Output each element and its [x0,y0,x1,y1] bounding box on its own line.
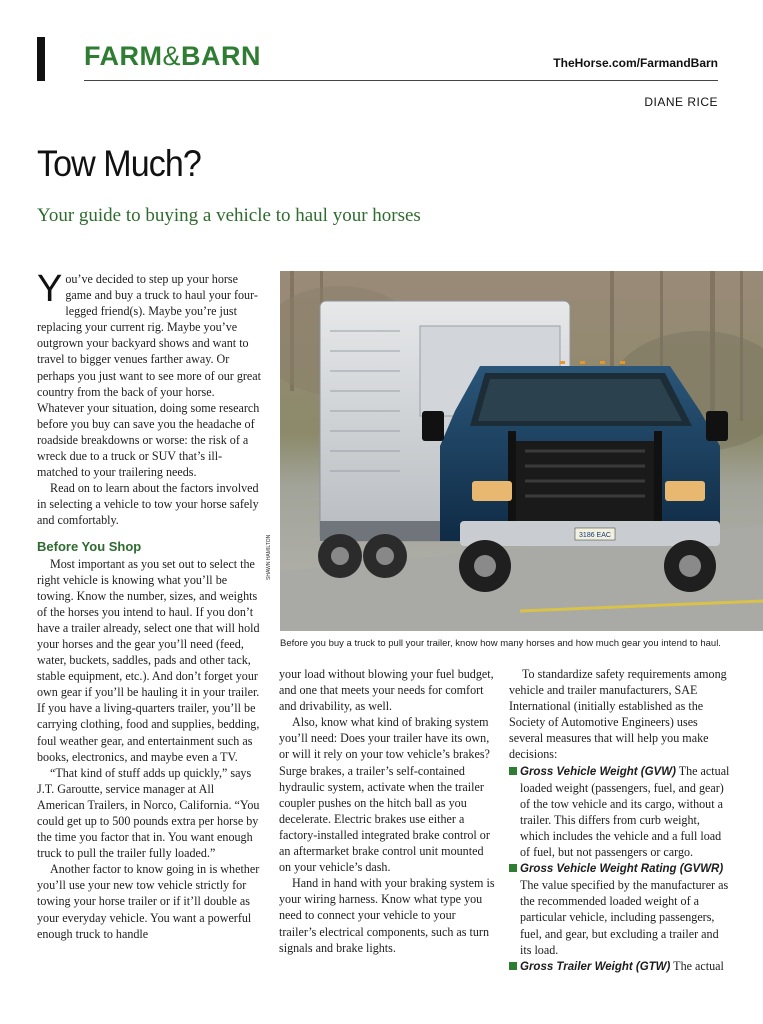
text-column-2 [279,666,495,956]
section-heading: Before You Shop [37,538,142,554]
article-title: Tow Much? [37,143,201,184]
photo-caption: Before you buy a truck to pull your trailer, know how many horses and how much gear you intend to haul. [280,638,721,649]
truck-trailer-photo [280,271,763,631]
definition-bullet: Gross Vehicle Weight Rating (GVWR) The value specified by the manufacturer as the recommended loaded weight of a particular vehicle, including passengers, fuel, and gear, but excluding a trailer and its load. [509,860,731,958]
body-paragraph: Most important as you set out to select the right vehicle is knowing what you’ll be towing. Know the number, sizes, and weights of the horses you intend to haul. If you don’t have a trailer already, select one that will hold your horses and the gear you’ll need (feed, water, buckets, saddles, pads and other tack, stable equipment, etc.). And don’t forget your own gear if you’ll be hauling it in your trailer. If you have a living-quarters trailer, you’ll be carrying clothing, food and supplies, bedding, foul weather gear, and entertainment such as books, electronics, and maybe even a TV. [37,556,260,764]
definition-bullet: Gross Trailer Weight (GTW) The actual [509,958,731,975]
text-column-3 [509,666,731,975]
section-brand-logo: FARM&BARN [84,41,262,71]
header-divider [84,80,718,81]
photo-credit: SHAWN HAMILTON [266,534,272,580]
bullet-square-icon [509,962,517,970]
header-accent-bar [37,37,45,81]
article-subtitle: Your guide to buying a vehicle to haul your horses [37,205,421,226]
bullet-square-icon [509,864,517,872]
body-paragraph: “That kind of stuff adds up quickly,” says J.T. Garoutte, service manager at All American Trailers, in Norco, California. “You could get up to 500 pounds extra per horse by the time you factor that in. You want enough truck to pull the trailer fully loaded.” [37,765,260,861]
intro-paragraph-2: Read on to learn about the factors involved in selecting a vehicle to tow your horse safely and comfortably. [37,481,259,528]
definition-bullet: Gross Vehicle Weight (GVW) The actual loaded weight (passengers, fuel, and gear) of the tow vehicle and its cargo, without a trailer. This differs from curb weight, which includes the vehicle and a full load of fuel, but not passengers or cargo. [509,763,731,861]
body-paragraph: To standardize safety requirements among vehicle and trailer manufacturers, SAE International (initially established as the Society of Automotive Engineers) uses several measures that will help you make decisions: [509,667,727,762]
bullet-square-icon [509,767,517,775]
body-paragraph: Also, know what kind of braking system you’ll need: Does your trailer have its own, or will it rely on your tow vehicle’s brakes? Surge brakes, a trailer’s self-contained hydraulic system, activate when the trailer coupler pushes on the hitch ball as you decelerate. Electric brakes use either a factory-installed integrated brake control or an aftermarket brake control unit mounted on your vehicle’s dash. [279,715,490,875]
intro-paragraph: You’ve decided to step up your horse game and buy a truck to haul your four-legged friend(s). Maybe you’re just replacing your current rig. Maybe you’ve outgrown your backyard shows and want to travel to bigger venues farther away. Or perhaps you just want to see more of our great country from the back of your horse. Whatever your situation, doing some research before you buy can save you the headache of roadside breakdowns or worse: the risk of a wreck due to a truck or SUV that’s ill-matched to your trailering needs. [37,268,262,480]
author-byline: DIANE RICE [644,95,718,109]
body-paragraph: your load without blowing your fuel budget, and one that meets your needs for comfort and drivability, as well. [279,667,494,714]
drop-cap: Y [37,268,63,310]
text-column-1 [37,268,262,942]
license-plate: 3186 EAC [579,532,611,539]
body-paragraph: Another factor to know going in is whether you’ll use your new tow vehicle strictly for towing your horse trailer or if it’ll double as your everyday vehicle. You want a powerful enough truck to handle [37,862,260,941]
body-paragraph: Hand in hand with your braking system is your wiring harness. Know what type you need to connect your vehicle to your trailer’s electrical components, such as turn signals and brake lights. [279,876,495,955]
site-url[interactable]: TheHorse.com/FarmandBarn [553,56,718,70]
